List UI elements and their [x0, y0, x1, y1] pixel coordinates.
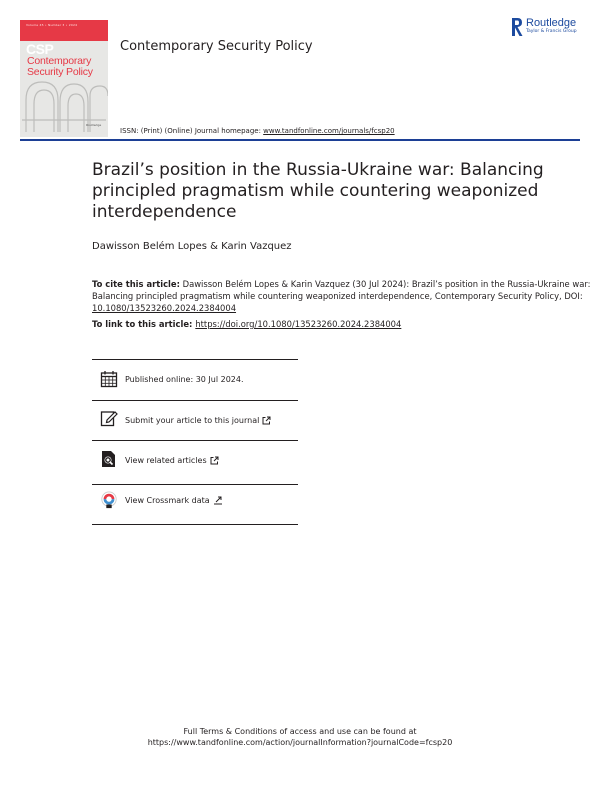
cover-title-line2: Security Policy	[27, 66, 93, 78]
issn-line	[120, 127, 395, 135]
journal-cover	[20, 20, 108, 137]
cover-title	[27, 56, 93, 78]
external-link-icon	[262, 416, 271, 425]
row-divider	[92, 359, 298, 360]
article-link-line	[92, 319, 401, 329]
cite-label: To cite this article:	[92, 279, 180, 289]
edit-icon[interactable]	[100, 409, 118, 427]
related-articles-icon[interactable]	[100, 450, 118, 468]
publisher-subtitle: Taylor & Francis Group	[526, 29, 577, 34]
journal-homepage-link[interactable]: www.tandfonline.com/journals/fcsp20	[263, 127, 395, 135]
crossmark-label[interactable]: View Crossmark data	[125, 496, 210, 505]
header-divider	[20, 139, 580, 141]
published-online: Published online: 30 Jul 2024.	[125, 375, 244, 384]
related-articles-label[interactable]: View related articles	[125, 456, 207, 465]
cover-artwork-icon	[20, 20, 108, 137]
routledge-logo-icon	[510, 17, 524, 37]
footer-terms-text: Full Terms & Conditions of access and use can be found at	[183, 727, 417, 736]
row-divider	[92, 524, 298, 525]
article-title: Brazil’s position in the Russia-Ukraine war: Balancing principled pragmatism while countering weaponized interdependence	[92, 160, 544, 222]
footer	[0, 726, 600, 748]
link-label: To link to this article:	[92, 319, 196, 329]
calendar-icon	[100, 370, 118, 388]
cover-title-line1: Contemporary	[27, 55, 92, 67]
crossmark-link[interactable]	[125, 496, 223, 505]
cover-acronym: CSP	[26, 41, 54, 57]
submit-article-label[interactable]: Submit your article to this journal	[125, 416, 260, 425]
related-articles-link[interactable]	[125, 456, 219, 465]
external-link-icon	[210, 456, 219, 465]
submit-article-link[interactable]	[125, 416, 271, 425]
crossmark-icon[interactable]	[100, 491, 118, 509]
row-divider	[92, 440, 298, 441]
publisher-name: Routledge	[526, 17, 577, 29]
article-authors: Dawisson Belém Lopes & Karin Vazquez	[92, 241, 292, 252]
journal-title: Contemporary Security Policy	[120, 39, 313, 54]
cite-text: Dawisson Belém Lopes & Karin Vazquez (30 Jul 2024): Brazil’s position in the Russia-Ukraine war: Balancing principled pragmatism while countering weaponized interdependence, Contemporary Security Policy, DOI:	[92, 279, 591, 301]
crossmark-external-icon	[213, 496, 223, 505]
row-divider	[92, 484, 298, 485]
cite-doi-link[interactable]: 10.1080/13523260.2024.2384004	[92, 303, 237, 313]
row-divider	[92, 400, 298, 401]
article-doi-link[interactable]: https://doi.org/10.1080/13523260.2024.2384004	[195, 319, 402, 329]
citation	[92, 278, 592, 314]
issn-prefix: ISSN: (Print) (Online) Journal homepage:	[120, 127, 264, 135]
footer-terms-link[interactable]: https://www.tandfonline.com/action/journalInformation?journalCode=fcsp20	[147, 738, 453, 747]
cover-publisher-mark: Routledge	[86, 123, 102, 127]
cover-band-text: Volume 45 • Number 3 • 2024	[26, 23, 78, 27]
